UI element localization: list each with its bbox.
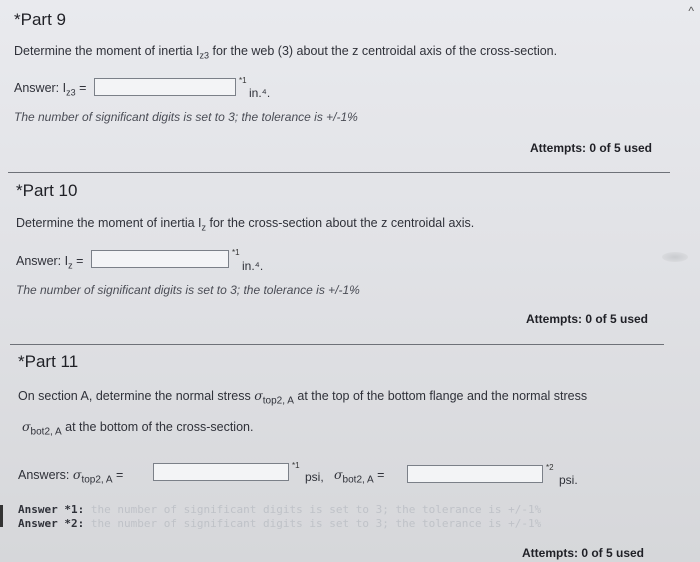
part-9-answer-marker: *1	[239, 76, 247, 85]
screen-edge	[0, 505, 3, 527]
part-11-attempts: Attempts: 0 of 5 used	[522, 546, 645, 560]
part-10-unit: in.⁴.	[242, 259, 264, 273]
part-11-answer-2-label: $\sigma_{bot2, A}$ =	[334, 467, 385, 486]
part-10-answer-label: Answer: $I_z$ =	[16, 254, 84, 271]
part-10-question: Determine the moment of inertia $I_z$ for the cross-section about the z centroidal axis.	[16, 216, 475, 233]
part-9-tolerance: The number of significant digits is set to 3; the tolerance is +/-1%	[14, 110, 358, 124]
part-11-unit-2: psi.	[559, 473, 578, 487]
part-9-question: Determine the moment of inertia $I_{z3}$ for the web (3) about the z centroidal axis of the cross-section.	[14, 44, 558, 61]
part-9-title: *Part 9	[14, 10, 66, 29]
part-10-attempts: Attempts: 0 of 5 used	[526, 312, 649, 326]
part-11-answer-2-marker: *2	[546, 463, 554, 472]
part-10-answer-input[interactable]	[91, 250, 229, 268]
part-11-answer-1-input[interactable]	[153, 463, 289, 481]
screen-glare	[662, 252, 688, 262]
part-11-question-line-2: $\sigma_{bot2, A}$ at the bottom of the cross-section.	[22, 419, 254, 438]
part-11-answers-label: Answers: $\sigma_{top2, A}$ =	[18, 467, 124, 486]
part-10-title: *Part 10	[16, 181, 78, 200]
part-9-answer-label: Answer: $I_{z3}$ =	[14, 81, 87, 98]
divider	[10, 344, 664, 345]
part-10-tolerance: The number of significant digits is set to 3; the tolerance is +/-1%	[16, 283, 360, 297]
part-11-title: *Part 11	[18, 352, 79, 371]
part-9-unit: in.⁴.	[249, 86, 271, 100]
part-10-answer-marker: *1	[232, 248, 240, 257]
part-11-question-line-1: On section A, determine the normal stress $\sigma_{top2, A}$ at the top of the bottom flange and the normal stress	[18, 388, 588, 407]
part-9-answer-input[interactable]	[94, 78, 236, 96]
chevron-up-icon[interactable]: ^	[688, 4, 694, 18]
part-11-tolerance-1: Answer *1: the number of significant digits is set to 3; the tolerance is +/-1%	[18, 503, 542, 516]
part-9-attempts: Attempts: 0 of 5 used	[530, 141, 653, 155]
part-11-answer-2-input[interactable]	[407, 465, 543, 483]
part-11-tolerance-2: Answer *2: the number of significant digits is set to 3; the tolerance is +/-1%	[18, 517, 542, 530]
part-11-answer-1-marker: *1	[292, 461, 300, 470]
part-11-unit-1: psi,	[305, 470, 324, 484]
divider	[8, 172, 670, 173]
